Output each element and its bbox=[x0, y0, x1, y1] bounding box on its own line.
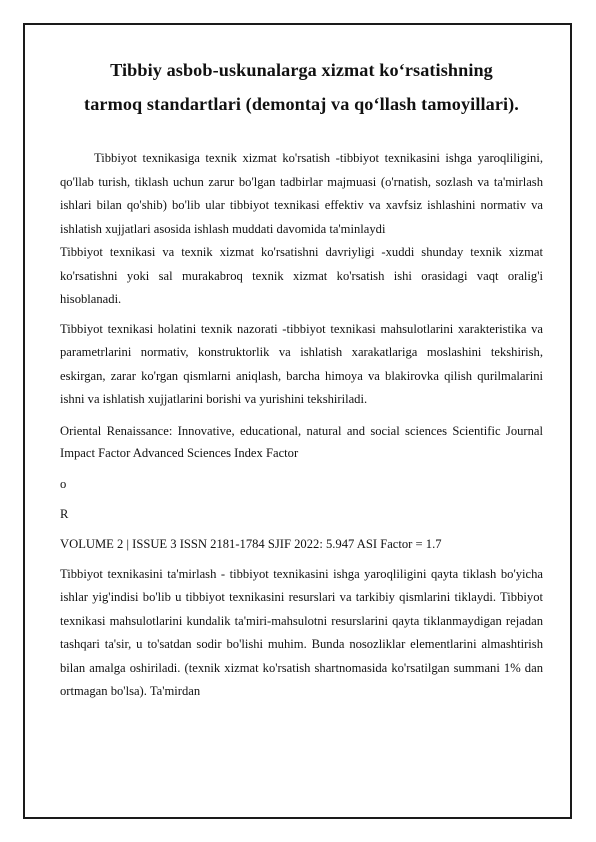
volume-issue-line: VOLUME 2 | ISSUE 3 ISSN 2181-1784 SJIF 2022: 5.947 ASI Factor = 1.7 bbox=[60, 536, 442, 551]
paragraph-technical-control: Tibbiyot texnikasi holatini texnik nazorati -tibbiyot texnikasi mahsulotlarini xarakteristika va parametrlarini normativ, konstruktorlik va ishlatish xarakatlariga moslashini tekshirish, eskirgan, zarar ko'rgan qismlarni aniqlash, barcha himoya va blakirovka qilish qurilmalarini ishni va ishlatish xujjatlarini borishi va yurishini tekshiriladi. bbox=[60, 321, 543, 406]
paragraph-repair: Tibbiyot texnikasini ta'mirlash - tibbiyot texnikasini ishga yaroqliligini qayta tiklash bo'yicha ishlar yig'indisi bo'lib u tibbiyot texnikasini resurslari va tarkibiy qismlarini tiklaydi. Tibbiyot texnikasi mahsulotlarini kundalik ta'miri-mahsulotni resurslarini qayta tiklanmaydigan rejadan tashqari ta'sir, u to'satdan sodir bo'lishi muhim. Bunda nosozliklar elementlarini almashtirish bilan amalga oshiriladi. (texnik xizmat ko'rsatish shartnomasida ko'rsatilgan summani 1% dan ortmagan bo'lsa). Ta'mirdan bbox=[60, 566, 543, 698]
title-line-1: Tibbiy asbob-uskunalarga xizmat ko‘rsatishning bbox=[110, 60, 493, 80]
title-line-2: tarmoq standartlari (demontaj va qo‘llash tamoyillari). bbox=[84, 94, 519, 114]
paragraph-service-periodicity: Tibbiyot texnikasi va texnik xizmat ko'rsatishni davriyligi -xuddi shunday texnik xizmat ko'rsatishni yoki sal murakabroq texnik xizmat ko'rsatish ishi orasidagi vaqt oralig'i hisoblanadi. bbox=[60, 245, 543, 306]
paragraph-technical-service: Tibbiyot texnikasiga texnik xizmat ko'rsatish -tibbiyot texnikasini ishga yaroqliligini, qo'llab turish, tiklash uchun zarur bo'lgan tadbirlar majmuasi (o'rnatish, sozlash va ta'mirlash ishlari bilan qo'shib) bo'lib ular tibbiyot texnikasi effektiv va xavfsiz ishlashini normativ va ishlatish xujjatlari asosida ishlash muddati davomida ta'minlaydi bbox=[60, 151, 543, 236]
journal-logo-letter-r: R bbox=[60, 506, 69, 521]
document-body bbox=[60, 53, 543, 704]
journal-logo-letter-o: o bbox=[60, 476, 67, 491]
document-title bbox=[60, 53, 543, 121]
journal-header-line: Oriental Renaissance: Innovative, educational, natural and social sciences Scientific Journal Impact Factor Advanced Sciences Index Factor bbox=[60, 423, 543, 460]
